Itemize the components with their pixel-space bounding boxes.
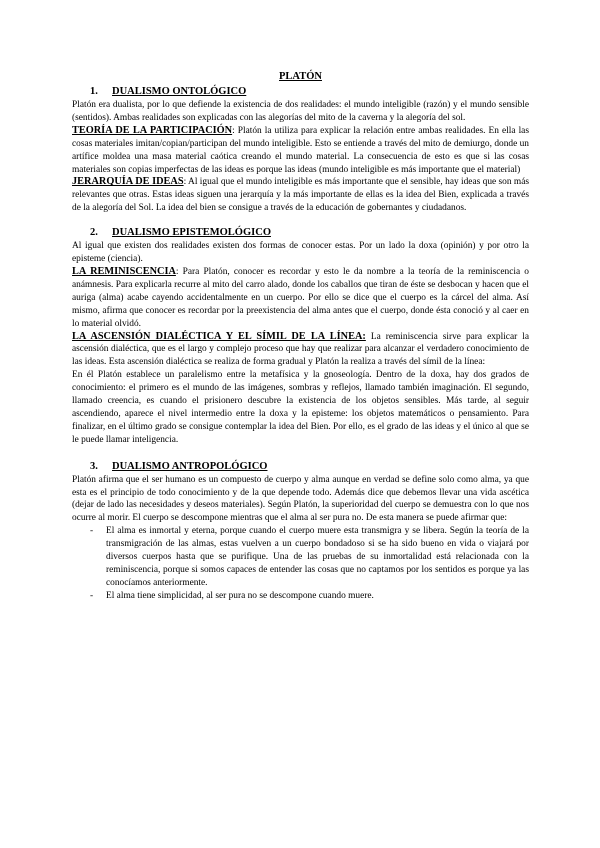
section-heading-3: 3. DUALISMO ANTROPOLÓGICO (90, 460, 268, 472)
term-participacion: TEORÍA DE LA PARTICIPACIÓN (72, 124, 233, 136)
section-3-intro: Platón afirma que el ser humano es un compuesto de cuerpo y alma aunque en verdad se define solo como alma, ya que esta es el principio de todo conocimiento y de la que depende todo. Además dice que debemos llevar una vida ascética (dejar de lado las necesidades y deseos materiales). Según Platón, la superioridad del cuerpo se demuestra con lo que nos ocurre al morir. El cuerpo se descompone mientras que el alma al ser pura no. De esta manera se puede afirmar que: (72, 474, 529, 524)
section-heading-1: 1. DUALISMO ONTOLÓGICO (90, 86, 247, 97)
list-item: - El alma es inmortal y eterna, porque cuando el cuerpo muere esta transmigra y se libera. Según la teoría de la transmigración de las almas, estas vuelven a un cuerpo bondadoso si se ha sido bueno en vida o viajará por diversos cuerpos hasta que se purifique. Una de las pruebas de su inmortalidad está relacionada con la reminiscencia, porque si somos capaces de entender las cosas que no captamos por los sentidos es porque ya las conocíamos anteriormente. (90, 526, 529, 588)
participation-paragraph: TEORÍA DE LA PARTICIPACIÓN: Platón la utiliza para explicar la relación entre ambas realidades. En ella las cosas materiales imitan/copian/participan del mundo inteligible. Esto se entiende a través del mito de demiurgo, donde un artífice moldea una masa material caótica creando el mundo material. La consecuencia de esto es que si las cosas materiales son copias imperfectas de las ideas es porque las ideas (mundo inteligible es más importante que el material) (72, 124, 529, 175)
dialectic-paragraph: LA ASCENSIÓN DIALÉCTICA Y EL SÍMIL DE LA LÍNEA: La reminiscencia sirve para explicar la ascensión dialéctica, que es el largo y complejo proceso que hay que realizar para alcanzar el verdadero conocimiento de las ideas. Esta ascensión dialéctica se realiza de forma gradual y Platón la realiza a través del símil de la línea: (72, 330, 529, 368)
soul-properties-list (72, 525, 529, 602)
reminiscence-paragraph: LA REMINISCENCIA: Para Platón, conocer es recordar y esto le da nombre a la teoría de la reminiscencia o anámnesis. Para explicarla recurre al mito del carro alado, donde los caballos que tiran de éste se desbocan y hacen que el auriga (alma) acabe cayendo accidentalmente en un cuerpo. Por ello se dice que el cuerpo es la cárcel del alma. Así mismo, afirma que conocer es recordar por la preexistencia del alma antes que el cuerpo, donde ésta conoció y al caer en lo material olvidó. (72, 265, 529, 329)
hierarchy-paragraph: JERARQUÍA DE IDEAS: Al igual que el mundo inteligible es más importante que el sensible, hay ideas que son más relevantes que otras. Estas ideas siguen una jerarquía y la más importante de ellas es la idea del Bien, explicada a través de la alegoría del Sol. La idea del bien se consigue a través de la educación de gobernantes y ciudadanos. (72, 176, 530, 214)
section-2-intro: Al igual que existen dos realidades existen dos formas de conocer estas. Por un lado la doxa (opinión) y por otro la episteme (ciencia). (72, 241, 529, 265)
list-item: - El alma tiene simplicidad, al ser pura no se descompone cuando muere. (90, 590, 374, 601)
term-ascension: LA ASCENSIÓN DIALÉCTICA Y EL SÍMIL DE LA LÍNEA: (72, 330, 366, 342)
section-heading-2: 2. DUALISMO EPISTEMOLÓGICO (90, 227, 271, 239)
term-jerarquia: JERARQUÍA DE IDEAS (72, 176, 184, 188)
line-simile-paragraph: En él Platón establece un paralelismo entre la metafísica y la gnoseología. Dentro de la doxa, hay dos grados de conocimiento: el primero es el mundo de las imágenes, sombras y reflejos, llamado también imaginación. El segundo, llamado creencia, es cuando el prisionero descubre la existencia de los objetos sensibles. Más tarde, al seguir ascendiendo, aparece el nivel intermedio entre la doxa y la episteme: los objetos matemáticos o pensamiento. Para finalizar, en el último grado se consigue contemplar la idea del Bien. Por ello, es el grado de las ideas y el único al que se le puede llamar inteligencia. (72, 370, 529, 445)
document-title: PLATÓN (279, 71, 322, 82)
section-1-intro: Platón era dualista, por lo que defiende la existencia de dos realidades: el mundo inteligible (razón) y el mundo sensible (sentidos). Ambas realidades son explicadas con las alegorías del mito de la caverna y la alegoría del sol. (72, 100, 529, 123)
document-page (72, 70, 529, 603)
term-reminiscencia: LA REMINISCENCIA (72, 265, 176, 277)
